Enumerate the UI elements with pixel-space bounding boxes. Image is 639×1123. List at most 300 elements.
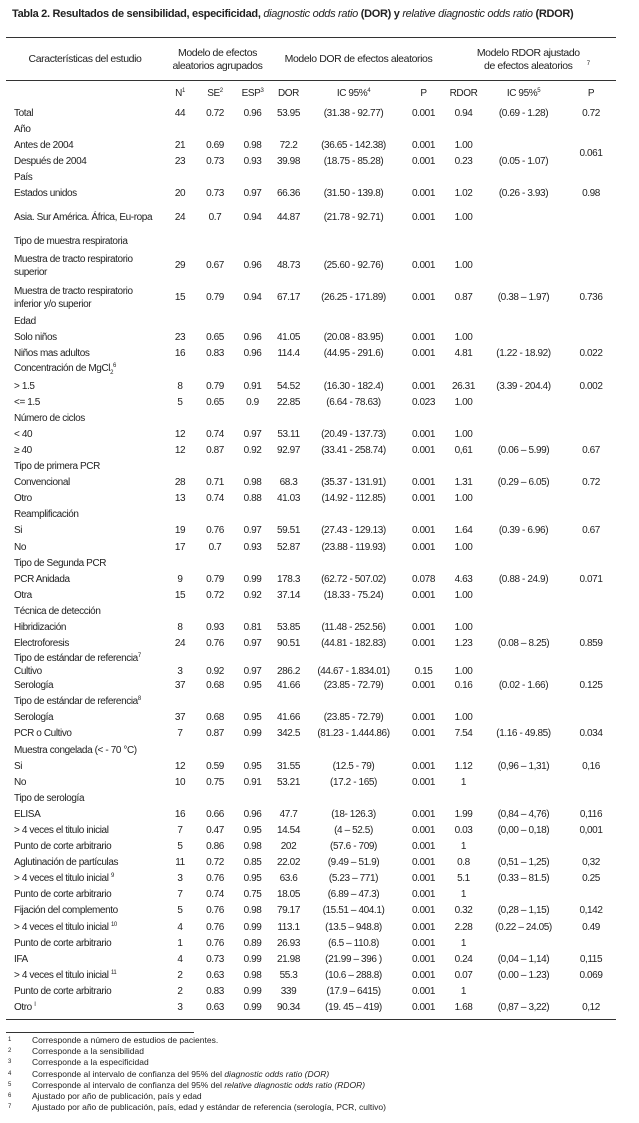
table-row [6, 491, 616, 507]
esp-cell: 0.95 [243, 680, 262, 692]
n-cell: 3 [177, 665, 183, 677]
esp-cell: 0.99 [243, 728, 262, 740]
p-cell: 0.001 [411, 760, 436, 772]
p2-cell: 0.736 [579, 292, 603, 304]
group-label: Reamplificación [14, 509, 79, 521]
table-row [6, 330, 616, 346]
rdor-cell: 1.00 [454, 139, 473, 151]
rdor-cell: 1 [460, 841, 467, 853]
p-cell: 0.001 [411, 776, 436, 788]
row-label: ELISA [14, 808, 41, 820]
rdor-cell: 1.00 [454, 493, 473, 505]
esp-cell: 0.93 [243, 541, 262, 553]
p-cell: 0.001 [411, 332, 436, 344]
row-label: Otra [14, 589, 32, 601]
p2-cell: 0.98 [582, 188, 600, 200]
ic2-cell: (3.39 - 204.4) [496, 380, 551, 392]
rdor-cell: 1.12 [454, 760, 473, 772]
esp-cell: 0.96 [243, 107, 262, 119]
p2-cell: 0,115 [579, 953, 603, 965]
p2-cell [566, 619, 616, 635]
se-cell: 0.72 [206, 857, 224, 869]
rdor-cell: 0.24 [454, 953, 473, 965]
p2-cell: 0.061 [579, 147, 603, 159]
ic2-cell [481, 983, 566, 999]
group-heading-row [6, 121, 616, 137]
table-title [12, 8, 573, 20]
p2-cell: 0,142 [579, 905, 603, 917]
table-row [6, 967, 616, 983]
esp-cell: 0.94 [243, 292, 262, 304]
rdor-cell: 1.00 [454, 621, 473, 633]
row-label: Aglutinación de partículas [14, 857, 119, 869]
table-row [6, 919, 616, 935]
ic-cell: (16.30 - 182.4) [323, 380, 384, 392]
row-label: Solo niños [14, 332, 57, 344]
dor-cell: 72.2 [279, 139, 298, 151]
p2-cell [566, 491, 616, 507]
table-row [6, 774, 616, 790]
esp-cell: 0.93 [243, 155, 262, 167]
rdor-cell: 1.02 [454, 188, 473, 200]
footnote [6, 1091, 386, 1102]
p2-cell [566, 710, 616, 726]
esp-cell: 0.98 [243, 477, 262, 489]
ic-cell: (5.23 – 771) [328, 873, 379, 885]
footnote [6, 1080, 386, 1091]
ic-cell: (17.9 – 6415) [326, 985, 381, 997]
p-cell: 0.001 [411, 188, 436, 200]
p2-cell: 0.72 [582, 477, 600, 489]
dor-cell: 47.7 [279, 808, 298, 820]
dor-cell: 31.55 [276, 760, 301, 772]
esp-cell: 0.96 [243, 348, 262, 360]
rdor-cell: 1 [460, 776, 467, 788]
n-cell: 1 [177, 937, 183, 949]
esp-cell: 0.97 [243, 428, 262, 440]
p-cell: 0.001 [411, 541, 436, 553]
rdor-cell: 4.81 [454, 348, 473, 360]
dor-cell: 52.87 [276, 541, 301, 553]
row-label: > 4 veces el titulo inicial $^{10}$ [14, 921, 117, 933]
ic2-cell: (0.22 – 24.05) [495, 921, 552, 933]
rdor-cell: 0.23 [454, 155, 473, 167]
n-cell: 8 [177, 380, 183, 392]
n-cell: 44 [174, 107, 186, 119]
group-label: Tipo de estándar de referencia$^7$ [14, 652, 141, 664]
ic-cell: (18.33 - 75.24) [323, 589, 384, 601]
footnote [6, 1057, 386, 1068]
ic-cell: (18.75 - 85.28) [323, 155, 384, 167]
group-heading-row [6, 790, 616, 806]
ic2-cell [481, 887, 566, 903]
table-row [6, 587, 616, 603]
p2-cell: 0.67 [582, 525, 600, 537]
footnote-number: 5 [8, 1081, 12, 1088]
p2-cell [566, 426, 616, 442]
dor-cell: 67.17 [276, 292, 301, 304]
row-label: Otro $^I$ [14, 1002, 36, 1014]
ic-cell: (17.2 - 165) [330, 776, 377, 788]
table-row [6, 202, 616, 234]
row-label: > 4 veces el titulo inicial $^9$ [14, 873, 114, 885]
se-cell: 0.92 [206, 665, 224, 677]
esp-cell: 0.9 [246, 396, 259, 408]
ic-cell: (62.72 - 507.02) [321, 573, 386, 585]
p2-cell: 0.002 [579, 380, 603, 392]
se-cell: 0.7 [208, 541, 222, 553]
ic-cell: (44.95 - 291.6) [323, 348, 384, 360]
ic2-cell: (0,28 – 1,15) [497, 905, 550, 917]
p-cell: 0.15 [414, 665, 433, 677]
p-cell: 0.001 [411, 873, 436, 885]
table-row [6, 346, 616, 362]
group-label: Tipo de serología [14, 792, 85, 804]
column-header: IC 95%$^5$ [506, 87, 541, 99]
esp-cell: 0.81 [243, 621, 262, 633]
table-row [6, 137, 616, 153]
se-cell: 0.83 [206, 348, 224, 360]
esp-cell: 0.89 [243, 937, 262, 949]
n-cell: 16 [174, 348, 186, 360]
ic2-cell [481, 935, 566, 951]
row-label: PCR o Cultivo [14, 728, 72, 740]
p-cell: 0.001 [411, 493, 436, 505]
row-label: Punto de corte arbitrario [14, 937, 112, 949]
rdor-cell: 7.54 [454, 728, 473, 740]
p2-cell [566, 983, 616, 999]
column-header: $N^1$ [175, 87, 185, 99]
n-cell: 24 [174, 638, 186, 650]
ic2-cell [481, 774, 566, 790]
row-label: Punto de corte arbitrario [14, 985, 112, 997]
esp-cell: 0.97 [243, 525, 262, 537]
se-cell: 0.87 [206, 444, 224, 456]
rdor-cell: 26.31 [451, 380, 476, 392]
ic-cell: (9.49 – 51.9) [327, 857, 380, 869]
row-label: < 40 [14, 428, 33, 440]
ic-cell: (44.67 - 1.834.01) [317, 665, 390, 677]
se-cell: 0.73 [206, 953, 224, 965]
table-row [6, 871, 616, 887]
group-label: Técnica de detección [14, 605, 101, 617]
esp-cell: 0.96 [243, 808, 262, 820]
p2-cell [566, 539, 616, 555]
footnote [6, 1046, 386, 1057]
table-row [6, 935, 616, 951]
rdor-cell: 0,61 [454, 444, 473, 456]
footnote [6, 1069, 386, 1080]
column-header: P [587, 87, 595, 99]
rdor-cell: 0.03 [454, 825, 473, 837]
p-cell: 0.001 [411, 728, 436, 740]
rdor-cell: 4.63 [454, 573, 473, 585]
se-cell: 0.74 [206, 428, 224, 440]
se-cell: 0.93 [206, 621, 224, 633]
row-label: Hibridización [14, 621, 67, 633]
p-cell: 0.001 [411, 260, 436, 272]
p2-cell [566, 330, 616, 346]
row-label: ≥ 40 [14, 444, 32, 456]
row-label: Antes de 2004 [14, 139, 74, 151]
esp-cell: 0.99 [243, 985, 262, 997]
ic-cell: (31.50 - 139.8) [323, 188, 384, 200]
dor-cell: 39.98 [276, 155, 301, 167]
group-label: Muestra congelada (< - 70 °C) [14, 744, 137, 756]
p2-cell: 0,32 [582, 857, 600, 869]
column-header: IC 95%$^4$ [336, 87, 371, 99]
table-row [6, 839, 616, 855]
p-cell: 0.001 [411, 525, 436, 537]
esp-cell: 0.99 [243, 1002, 262, 1014]
dor-cell: 90.51 [276, 638, 301, 650]
n-cell: 21 [174, 139, 186, 151]
p2-cell [566, 394, 616, 410]
ic2-cell [481, 491, 566, 507]
se-cell: 0.74 [206, 889, 224, 901]
ic2-cell [481, 710, 566, 726]
dor-cell: 53.85 [276, 621, 301, 633]
n-cell: 12 [174, 444, 186, 456]
p2-cell: 0.125 [579, 680, 603, 692]
rdor-cell: 1.68 [454, 1002, 473, 1014]
table-row [6, 726, 616, 742]
esp-cell: 0.95 [243, 760, 262, 772]
se-cell: 0.79 [206, 380, 224, 392]
p-cell: 0.001 [411, 921, 436, 933]
se-cell: 0.76 [206, 638, 224, 650]
ic2-cell: (0.88 - 24.9) [498, 573, 549, 585]
p2-cell [566, 935, 616, 951]
p-cell: 0.001 [411, 905, 436, 917]
ic-cell: (23.85 - 72.79) [323, 712, 384, 724]
footnote-rule [6, 1032, 194, 1033]
p-cell: 0.001 [411, 937, 436, 949]
ic-cell: (57.6 - 709) [330, 841, 377, 853]
row-label: Convencional [14, 477, 70, 489]
header-group-dor: Modelo DOR de efectos aleatorios [284, 53, 433, 65]
ic-cell: (19. 45 – 419) [325, 1002, 382, 1014]
ic2-cell [481, 250, 566, 282]
p2-cell: 0,16 [582, 760, 600, 772]
se-cell: 0.68 [206, 712, 224, 724]
table-row [6, 282, 616, 314]
p2-cell: 0.071 [579, 573, 603, 585]
p-cell: 0.001 [411, 348, 436, 360]
table-row [6, 378, 616, 394]
n-cell: 23 [174, 155, 186, 167]
se-cell: 0.76 [206, 525, 224, 537]
footnote [6, 1102, 386, 1113]
table-row [6, 665, 616, 678]
table-row [6, 442, 616, 458]
ic-cell: (23.88 - 119.93) [321, 541, 386, 553]
n-cell: 24 [174, 212, 186, 224]
row-label: Punto de corte arbitrario [14, 889, 112, 901]
table-row [6, 619, 616, 635]
results-table [6, 38, 616, 1016]
ic2-cell: (0.05 - 1.07) [498, 155, 549, 167]
column-header: RDOR [449, 87, 478, 99]
esp-cell: 0.97 [243, 638, 262, 650]
p2-cell [566, 587, 616, 603]
se-cell: 0.47 [206, 825, 224, 837]
dor-cell: 37.14 [276, 589, 301, 601]
esp-cell: 0.98 [243, 969, 262, 981]
esp-cell: 0.97 [243, 665, 262, 677]
p2-cell: 0,116 [579, 808, 603, 820]
row-label: Serología [14, 712, 54, 724]
row-label: PCR Anidada [14, 573, 70, 585]
se-cell: 0.67 [206, 260, 224, 272]
dor-cell: 113.1 [277, 921, 300, 933]
n-cell: 15 [174, 292, 186, 304]
p-cell: 0.001 [411, 889, 436, 901]
footnote-number: 7 [8, 1104, 12, 1111]
n-cell: 15 [174, 589, 186, 601]
p-cell: 0.001 [411, 589, 436, 601]
rdor-cell: 5.1 [457, 873, 470, 885]
ic2-cell: (0.06 – 5.99) [497, 444, 550, 456]
ic2-cell: (0.33 – 81.5) [497, 873, 550, 885]
se-cell: 0.83 [206, 985, 224, 997]
row-label: Niños mas adultos [14, 348, 90, 360]
ic2-cell: (1.16 - 49.85) [496, 728, 551, 740]
ic-cell: (21.78 - 92.71) [323, 212, 384, 224]
n-cell: 19 [174, 525, 186, 537]
row-label: > 1.5 [14, 380, 35, 392]
table-body [6, 105, 616, 1016]
se-cell: 0.63 [206, 1002, 224, 1014]
n-cell: 16 [174, 808, 186, 820]
group-heading-row [6, 555, 616, 571]
table-row [6, 426, 616, 442]
p-cell: 0.001 [411, 380, 436, 392]
group-heading-row [6, 652, 616, 665]
dor-cell: 53.11 [277, 428, 300, 440]
ic-cell: (44.81 - 182.83) [321, 638, 386, 650]
p2-cell [566, 887, 616, 903]
n-cell: 7 [177, 825, 183, 837]
row-label: <= 1.5 [14, 396, 40, 408]
ic2-cell: (0.02 - 1.66) [498, 680, 549, 692]
group-heading-row [6, 362, 616, 378]
footnote-number: 3 [8, 1059, 12, 1066]
dor-cell: 342.5 [276, 728, 301, 740]
ic2-cell: (0,00 – 0,18) [497, 825, 550, 837]
esp-cell: 0.88 [243, 493, 262, 505]
esp-cell: 0.97 [243, 188, 262, 200]
header-group-rdor: Modelo RDOR ajustado de efectos aleatorios $^7$ [476, 46, 590, 72]
se-cell: 0.79 [206, 573, 224, 585]
dor-cell: 90.34 [276, 1002, 301, 1014]
ic-cell: (27.43 - 129.13) [321, 525, 386, 537]
rdor-cell: 1.99 [454, 808, 473, 820]
footnote-text: Corresponde a número de estudios de pacientes. [32, 1035, 219, 1045]
rdor-cell: 1.64 [454, 525, 473, 537]
table-row [6, 983, 616, 999]
ic-cell: (21.99 – 396 ) [325, 953, 382, 965]
dor-cell: 114.4 [277, 348, 300, 360]
rdor-cell: 1.00 [454, 589, 473, 601]
ic-cell: (23.85 - 72.79) [323, 680, 384, 692]
p-cell: 0.001 [411, 107, 436, 119]
ic2-cell: (0.00 – 1.23) [497, 969, 550, 981]
ic-cell: (6.89 – 47.3) [327, 889, 380, 901]
rdor-cell: 1.00 [454, 332, 473, 344]
group-label: Concentración de MgCl$_2^6$ [14, 363, 116, 377]
table-row [6, 806, 616, 822]
row-label: Serología [14, 680, 54, 692]
esp-cell: 0.99 [243, 953, 262, 965]
table-row [6, 855, 616, 871]
table-row [6, 758, 616, 774]
group-heading-row [6, 603, 616, 619]
dor-cell: 48.73 [276, 260, 301, 272]
n-cell: 29 [174, 260, 186, 272]
ic-cell: (12.5 - 79) [332, 760, 375, 772]
group-heading-row [6, 742, 616, 758]
rdor-cell: 1.00 [454, 428, 473, 440]
group-heading-row [6, 507, 616, 523]
esp-cell: 0.91 [243, 776, 262, 788]
group-label: País [14, 171, 33, 183]
p-cell: 0.001 [411, 444, 436, 456]
n-cell: 3 [177, 1002, 183, 1014]
p2-cell [566, 202, 616, 234]
title-dor-term: diagnostic odds ratio [263, 8, 358, 20]
column-header: $SE^2$ [207, 87, 223, 99]
p2-cell: 0,12 [582, 1002, 600, 1014]
ic2-cell: (0,87 – 3,22) [497, 1002, 550, 1014]
n-cell: 8 [177, 621, 183, 633]
title-prefix: Tabla 2. Resultados de sensibilidad, especificidad, [12, 8, 264, 20]
p-cell: 0.001 [411, 292, 436, 304]
se-cell: 0.73 [206, 155, 224, 167]
p-cell: 0.001 [411, 969, 436, 981]
dor-cell: 55.3 [279, 969, 298, 981]
esp-cell: 0.98 [243, 841, 262, 853]
row-label: Después de 2004 [14, 155, 87, 167]
ic2-cell [481, 619, 566, 635]
p-cell: 0.001 [411, 638, 436, 650]
p-cell: 0.001 [411, 621, 436, 633]
esp-cell: 0.85 [243, 857, 262, 869]
p-cell: 0.001 [411, 841, 436, 853]
ic2-cell [481, 587, 566, 603]
row-label: No [14, 776, 26, 788]
dor-cell: 44.87 [276, 212, 301, 224]
ic-cell: (26.25 - 171.89) [321, 292, 386, 304]
ic2-cell: (1.22 - 18.92) [496, 348, 551, 360]
footnote-text: Ajustado por año de publicación, país, edad y estándar de referencia (serología, PCR, cultivo) [32, 1102, 386, 1113]
se-cell: 0.87 [206, 728, 224, 740]
dor-cell: 68.3 [279, 477, 298, 489]
ic2-cell: (0,84 – 4,76) [497, 808, 550, 820]
title-rdor-term: relative diagnostic odds ratio [402, 8, 533, 20]
p-cell: 0.001 [411, 155, 436, 167]
rdor-cell: 0.32 [454, 905, 473, 917]
n-cell: 10 [174, 776, 186, 788]
ic-cell: (81.23 - 1.444.86) [317, 728, 390, 740]
rdor-cell: 0.07 [454, 969, 473, 981]
dor-cell: 53.21 [276, 776, 301, 788]
dor-cell: 286.2 [276, 665, 301, 677]
row-label: Muestra de tracto respiratorio superior [14, 253, 133, 278]
p2-cell: 0.25 [582, 873, 600, 885]
ic-cell: (13.5 – 948.8) [325, 921, 382, 933]
ic-cell: (36.65 - 142.38) [321, 139, 386, 151]
